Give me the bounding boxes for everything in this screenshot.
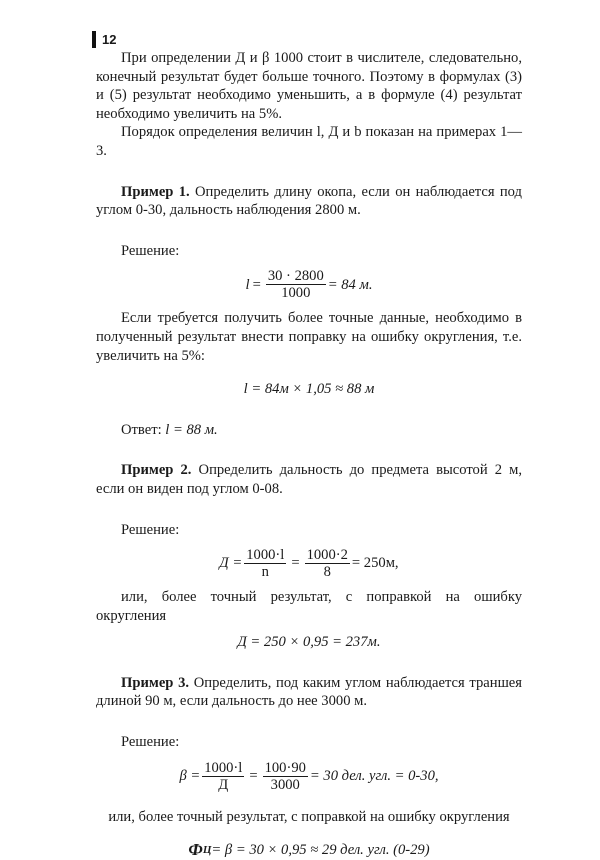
example-1-answer — [96, 421, 522, 440]
formula-fraction-1 — [244, 547, 286, 580]
formula-lhs: β = — [179, 767, 201, 784]
fraction-denominator: 1000 — [281, 285, 311, 302]
intro-paragraph-1: При определении Д и β 1000 стоит в числителе, следовательно, конечный результат будет больше точного. Поэтому в формулах (3) и (5) результат необходимо уменьшить, а в формуле (4) результат необходимо увеличить на 5%. — [96, 50, 522, 122]
example-1-text: Определить длину окопа, если он наблюдается под углом 0-30, дальность наблюдения 2800 м. — [96, 183, 522, 219]
phi-subscript: Ц — [202, 844, 212, 857]
fraction-numerator: 1000·l — [204, 759, 243, 776]
fraction-denominator: 3000 — [270, 776, 300, 793]
example-3-label: Пример 3. — [121, 674, 190, 691]
fraction-denominator: Д — [218, 776, 229, 793]
formula-equals: = — [249, 767, 258, 784]
fraction-denominator: 8 — [323, 564, 331, 581]
example-1-solution-label: Решение: — [121, 242, 180, 259]
example-3-text: Определить, под каким углом наблюдается траншея длиной 90 м, если дальность до нее 3000 м. — [96, 674, 522, 710]
fraction-denominator: n — [261, 564, 269, 581]
example-3-formula — [96, 760, 522, 793]
formula-lhs: l — [245, 276, 250, 293]
example-1-note: Если требуется получить более точные данные, необходимо в полученный результат внести поправку на ошибку округления, т.е. увеличить на 5%: — [96, 310, 522, 364]
page-number — [92, 31, 116, 48]
formula-fraction — [266, 268, 326, 301]
fraction-numerator: 30 · 2800 — [267, 268, 324, 285]
example-1-formula — [96, 268, 522, 301]
example-2-note: или, более точный результат, с поправкой на ошибку округления — [96, 589, 522, 624]
example-2-formula — [96, 547, 522, 580]
phi-symbol: Ф — [188, 840, 203, 860]
example-1-statement — [96, 183, 522, 220]
example-1-corrected-formula: l = 84м × 1,05 ≈ 88 м — [243, 381, 375, 398]
formula-rest: = β = 30 × 0,95 ≈ 29 дел. угл. (0-29) — [211, 842, 430, 859]
page-number-text: 12 — [102, 32, 117, 47]
formula-equals: = — [291, 555, 300, 572]
fraction-numerator: 100·90 — [264, 759, 306, 776]
example-2-statement — [96, 461, 522, 498]
example-2-corrected-formula: Д = 250 × 0,95 = 237м. — [237, 634, 381, 651]
page-content — [96, 49, 522, 860]
example-2-text: Определить дальность до предмета высотой 2 м, если он виден под углом 0-08. — [96, 462, 522, 497]
fraction-numerator: 1000·l — [246, 547, 285, 564]
formula-fraction-1 — [202, 760, 244, 793]
formula-result: = 250м, — [351, 555, 399, 572]
example-3-statement — [96, 674, 522, 711]
fraction-numerator: 1000·2 — [306, 547, 348, 564]
page-marker-bar — [92, 31, 96, 48]
formula-result: = 30 дел. угл. = 0-30, — [309, 767, 439, 784]
example-1-label: Пример 1. — [121, 183, 190, 200]
example-3-note: или, более точный результат, с поправкой на ошибку округления — [108, 808, 510, 825]
formula-result: = 84 м. — [327, 276, 373, 293]
example-3-corrected-formula — [96, 841, 522, 860]
example-2-label: Пример 2. — [121, 462, 192, 479]
example-2-solution-label: Решение: — [121, 521, 180, 538]
formula-fraction-2 — [263, 760, 308, 793]
formula-fraction-2 — [305, 547, 350, 580]
formula-lhs: Д = — [219, 555, 243, 572]
example-3-solution-label: Решение: — [121, 734, 180, 751]
formula-equals: = — [252, 276, 261, 293]
answer-label: Ответ: — [121, 421, 166, 438]
intro-paragraph-2: Порядок определения величин l, Д и b показан на примерах 1—3. — [96, 124, 522, 159]
answer-value: l = 88 м. — [165, 421, 218, 438]
